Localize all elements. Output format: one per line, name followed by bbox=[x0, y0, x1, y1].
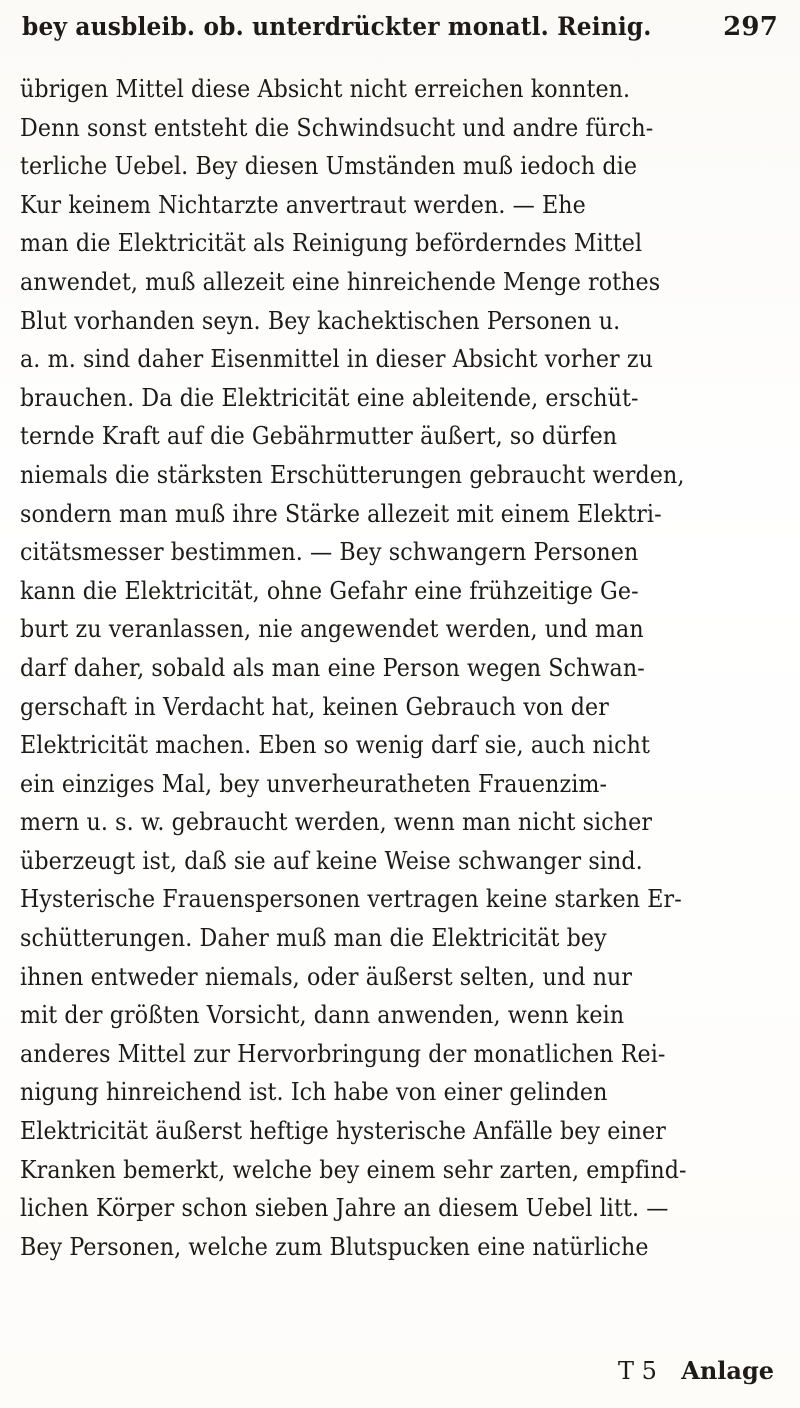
text-line: Denn sonst entsteht die Schwindsucht und andre fürch- bbox=[20, 112, 654, 142]
running-head bbox=[22, 12, 778, 62]
catchword: Anlage bbox=[681, 1356, 774, 1385]
text-line: ternde Kraft auf die Gebährmutter äußert, so dürfen bbox=[20, 421, 618, 451]
text-line: niemals die stärksten Erschütterungen gebraucht werden, bbox=[20, 459, 685, 489]
text-line: schütterungen. Daher muß man die Elektricität bey bbox=[20, 923, 607, 953]
text-line: mern u. s. w. gebraucht werden, wenn man nicht sicher bbox=[20, 807, 653, 837]
text-line: brauchen. Da die Elektricität eine ableitende, erschüt- bbox=[20, 382, 639, 412]
text-line: ihnen entweder niemals, oder äußerst selten, und nur bbox=[20, 961, 633, 991]
text-line: Blut vorhanden seyn. Bey kachektischen Personen u. bbox=[20, 305, 621, 335]
text-line: sondern man muß ihre Stärke allezeit mit einem Elektri- bbox=[20, 498, 662, 528]
text-line: überzeugt ist, daß sie auf keine Weise schwanger sind. bbox=[20, 845, 643, 875]
body-text bbox=[20, 70, 790, 1266]
text-line: darf daher, sobald als man eine Person wegen Schwan- bbox=[20, 652, 645, 682]
signature-mark: T 5 bbox=[618, 1357, 657, 1385]
running-head-title: bey ausbleib. ob. unterdrückter monatl. Reinig. bbox=[22, 12, 652, 41]
text-line: ein einziges Mal, bey unverheuratheten Frauenzim- bbox=[20, 768, 608, 798]
text-line: Bey Personen, welche zum Blutspucken eine natürliche bbox=[20, 1231, 649, 1261]
page-number: 297 bbox=[723, 12, 778, 42]
text-line: nigung hinreichend ist. Ich habe von einer gelinden bbox=[20, 1077, 608, 1107]
text-line: kann die Elektricität, ohne Gefahr eine frühzeitige Ge- bbox=[20, 575, 639, 605]
text-line: burt zu veranlassen, nie angewendet werden, und man bbox=[20, 614, 644, 644]
text-line: übrigen Mittel diese Absicht nicht erreichen konnten. bbox=[20, 74, 631, 103]
text-line: mit der größten Vorsicht, dann anwenden, wenn kein bbox=[20, 1000, 625, 1030]
text-line: anwendet, muß allezeit eine hinreichende Menge rothes bbox=[20, 266, 661, 296]
text-line: citätsmesser bestimmen. — Bey schwangern Personen bbox=[20, 537, 639, 567]
text-line: a. m. sind daher Eisenmittel in dieser Absicht vorher zu bbox=[20, 344, 654, 374]
text-line: Elektricität machen. Eben so wenig darf sie, auch nicht bbox=[20, 730, 650, 760]
text-line: Kranken bemerkt, welche bey einem sehr zarten, empfind- bbox=[20, 1154, 687, 1184]
text-line: lichen Körper schon sieben Jahre an diesem Uebel litt. — bbox=[20, 1193, 669, 1223]
page-footer bbox=[20, 1352, 780, 1390]
text-line: Kur keinem Nichtarzte anvertraut werden. — Ehe bbox=[20, 189, 586, 219]
text-line: gerschaft in Verdacht hat, keinen Gebrauch von der bbox=[20, 691, 609, 721]
text-line: anderes Mittel zur Hervorbringung der monatlichen Rei- bbox=[20, 1038, 666, 1068]
text-line: terliche Uebel. Bey diesen Umständen muß iedoch die bbox=[20, 151, 638, 181]
text-line: Hysterische Frauenspersonen vertragen keine starken Er- bbox=[20, 884, 682, 914]
text-line: Elektricität äußerst heftige hysterische Anfälle bey einer bbox=[20, 1116, 666, 1146]
text-line: man die Elektricität als Reinigung beförderndes Mittel bbox=[20, 228, 643, 258]
